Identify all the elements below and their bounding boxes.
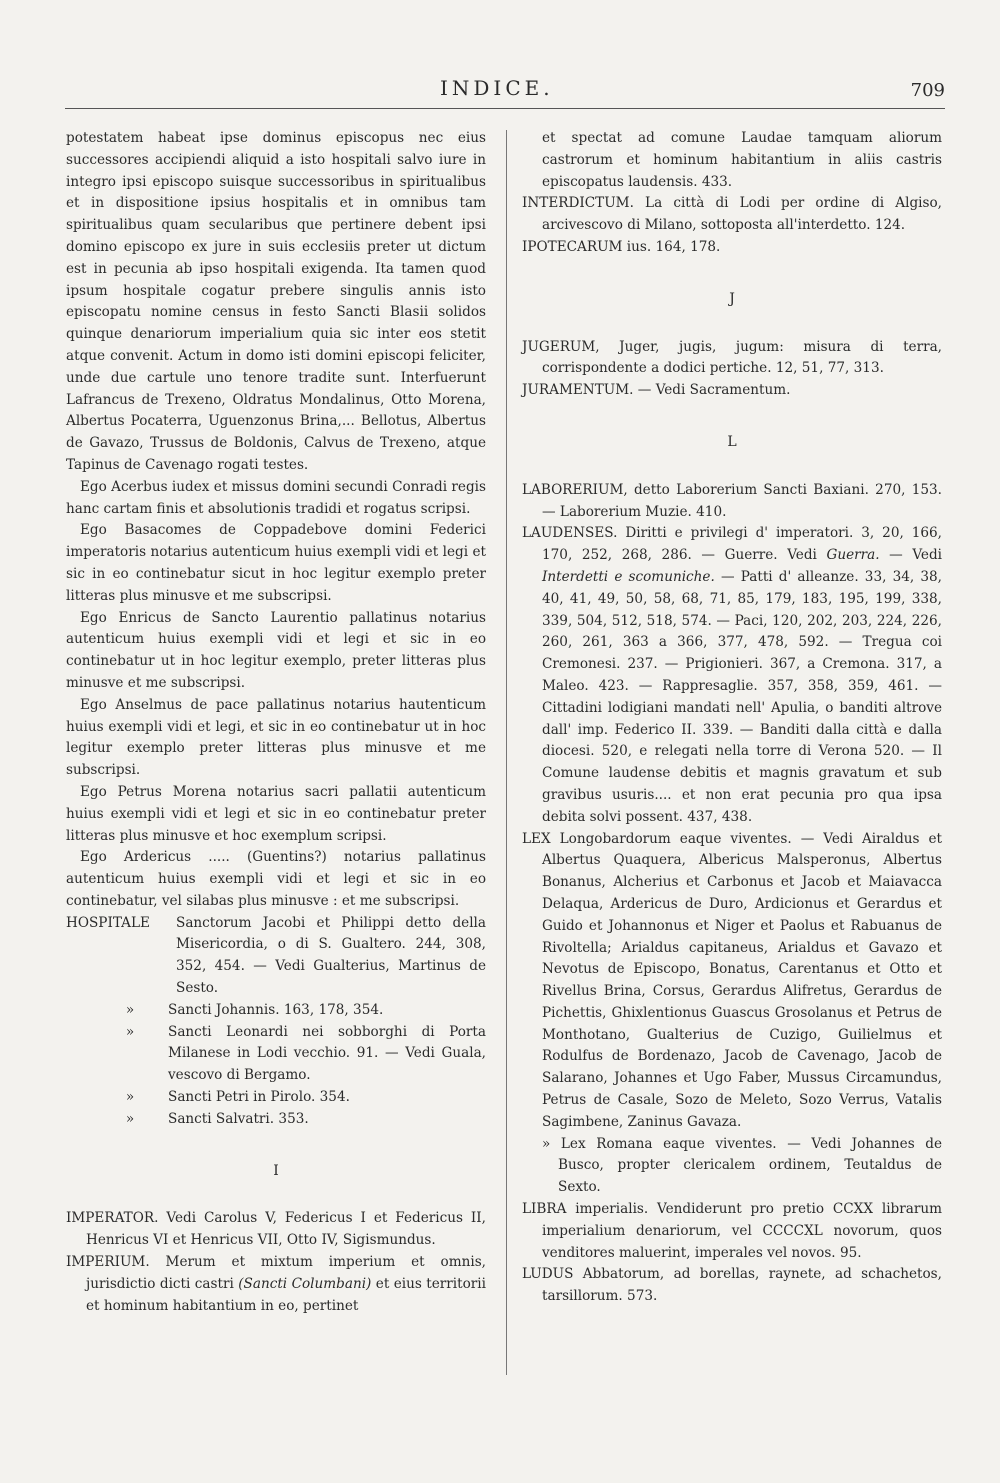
subentry-text: Sancti Petri in Pirolo. 354. (168, 1089, 350, 1106)
right-column (522, 128, 942, 1308)
index-entry-hospitale (66, 913, 486, 1000)
index-subentry (66, 1109, 486, 1131)
subentry-text: Sancti Salvatri. 353. (168, 1110, 309, 1127)
ditto-mark: » (125, 1110, 135, 1127)
document-paragraph: Ego Ardericus ..... (Guentins?) notarius pallatinus autenticum huius exempli vidi et legi et sic in eo continebatur, vel silabas plus minusve : et me subscripsi. (66, 849, 486, 909)
ditto-mark: » (125, 1001, 135, 1018)
section-letter-i: I (273, 1162, 279, 1179)
index-entry-imperator: IMPERATOR. Vedi Carolus V, Federicus I et Federicus II, Henricus VI et Henricus VII, Otto IV, Sigismundus. (66, 1210, 486, 1249)
section-letter-l: L (727, 433, 737, 450)
index-subentry (66, 1000, 486, 1022)
section-letter-j: J (729, 290, 735, 307)
page-title: INDICE. (440, 76, 554, 100)
ditto-mark: » (125, 1089, 135, 1106)
left-column (66, 128, 486, 1317)
entry-text: — Patti d' alleanze. 33, 34, 38, 40, 41, 49, 50, 58, 68, 71, 85, 179, 183, 195, 199, 338, 339, 504, 512, 518, 574. — Paci, 120, 202, 203, 224, 226, 260, 261, 363 a 366, 377, 478, 592. — Tregua coi Cremonesi. 237. — Prigionieri. 367, a Cremona. 317, a Maleo. 423. — Rappresaglie. 357, 358, 359, 461. — Cittadini lodigiani mandati nell' Apulia, o banditi altrove dall' imp. Federico II. 339. — Banditi dalla città e dalla diocesi. 520, e relegati nella torre di Verona 520. — Il Comune laudense debitis et magnis gravatum et sub gravibus usuris.... et non erat pecunia pro qua ipsa debita solvi possent. 437, 438. (542, 568, 943, 825)
index-entry-ludus: LUDUS Abbatorum, ad borellas, raynete, ad schachetos, tarsillorum. 573. (522, 1266, 942, 1305)
entry-text: et eius territorii et hominum habitantium in eo, pertinet (86, 1275, 486, 1314)
document-paragraph: Ego Basacomes de Coppadebove domini Federici imperatoris notarius autenticum huius exempli vidi et legi et sic in eo continebatur sicut in hoc legitur exemplo preter litteras plus minusve et me subscripsi. (66, 522, 486, 604)
entry-text: LAUDENSES. Diritti e privilegi d' imperatori. 3, 20, 166, 170, 252, 268, 286. — Guerre. Vedi (522, 525, 942, 564)
entry-italic: Guerra. (826, 547, 880, 564)
index-subentry (66, 1022, 486, 1087)
continued-entry: et spectat ad comune Laudae tamquam aliorum castrorum et hominum habitantium in aliis castris episcopatus laudensis. 433. (542, 130, 942, 190)
document-paragraph: Ego Petrus Morena notarius sacri pallatii autenticum huius exempli vidi et legi et sic in eo continebatur preter litteras plus minusve et hoc exemplum scripsi. (66, 783, 486, 844)
entry-text: — Vedi (889, 547, 942, 564)
document-paragraph: Ego Anselmus de pace pallatinus notarius hautenticum huius exempli vidi et legi, et sic in eo continebatur ut in hoc legitur exemplo preter litteras plus minusve et me subscripsi. (66, 696, 486, 779)
header-rule (65, 108, 945, 109)
entry-headword: HOSPITALE (66, 914, 150, 931)
entry-italic: Interdetti e scomuniche. (542, 568, 715, 585)
entry-italic: (Sancti Columbani) (238, 1275, 372, 1292)
ditto-mark: » (125, 1023, 135, 1040)
index-entry-juramentum: JURAMENTUM. — Vedi Sacramentum. (522, 382, 791, 399)
index-entry-libra: LIBRA imperialis. Vendiderunt pro pretio CCXX librarum imperialium denariorum, vel CCCCXL novorum, quos venditores maluerint, imperales vel novos. 95. (522, 1201, 942, 1261)
index-entry-jugerum: JUGERUM, Juger, jugis, jugum: misura di terra, corrispondente a dodici pertiche. 12, 51, 77, 313. (522, 338, 942, 377)
index-entry-ipotecarum: IPOTECARUM ius. 164, 178. (522, 238, 721, 255)
index-entry-interdictum: INTERDICTUM. La città di Lodi per ordine di Algiso, arcivescovo di Milano, sottoposta all'interdetto. 124. (522, 195, 942, 234)
index-entry-laudenses (522, 523, 942, 828)
document-paragraph: potestatem habeat ipse dominus episcopus nec eius successores accipiendi aliquid a isto hospitali salvo iure in integro ipsi episcopo suisque successoribus in spiritualibus et in dispositione ipsius hospitalis et in omnibus tam spiritualibus quam secularibus que pertinere debent ipsi domino episcopo ex jure in suis ecclesiis preter ut dictum est in pecunia ab ipso hospitali exigenda. Ita tamen quod ipsum hospitale cogatur prebere singulis annis isto episcopatu nomine census in festo Sancti Blasii solidos quinque denariorum imperialium quia sic inter eos stetit atque convenit. Actum in domo isti domini episcopi feliciter, unde due cartule uno tenore tradite sunt. Interfuerunt Lafrancus de Trexeno, Oldratus Mondalinus, Otto Morena, Albertus Pocaterra, Uguenzonus Brina,... Bellotus, Albertus de Gavazo, Trussus de Boldonis, Calvus de Trexeno, atque Tapinus de Cavenago rogati testes. (66, 130, 486, 473)
index-entry-imperium (66, 1252, 486, 1317)
index-subentry (66, 1087, 486, 1109)
document-paragraph: Ego Acerbus iudex et missus domini secundi Conradi regis hanc cartam finis et absolutionis tradidi et rogatus scripsi. (66, 478, 486, 517)
page-number: 709 (910, 80, 945, 101)
column-divider (506, 130, 507, 1375)
entry-text: Sanctorum Jacobi et Philippi detto della Misericordia, o di S. Gualtero. 244, 308, 352, 454. — Vedi Gualterius, Martinus de Sesto. (176, 914, 486, 997)
subentry-text: Sancti Leonardi nei sobborghi di Porta Milanese in Lodi vecchio. 91. — Vedi Guala, vescovo di Bergamo. (168, 1023, 486, 1084)
index-entry-laborerium: LABORERIUM, detto Laborerium Sancti Baxiani. 270, 153. — Laborerium Muzie. 410. (522, 481, 942, 520)
index-entry-lex: LEX Longobardorum eaque viventes. — Vedi Airaldus et Albertus Quaquera, Albericus Malsperonus, Albertus Bonanus, Alcherius et Carbonus et Jacob et Maiavacca Delaqua, Ardericus de Duro, Ardicionus et Gerardus et Guido et Johannonus et Niger et Paolus et Rabuanus de Rivoltella; Arialdus capitaneus, Arialdus et Gavazo et Nevotus de Episcopo, Bonatus, Carentanus et Otto et Rivellus Brina, Corsus, Gerardus Alifretus, Gerardus de Pichettis, Ghixlentionus Guascus Grosolanus et Petrus de Monthotano, Gualterius de Cuzigo, Guilielmus et Rodulfus de Bordenazo, Jacob de Cavenago, Jacob de Salarano, Johannes et Ugo Faber, Mussus Circamundus, Petrus de Casale, Sozo de Meleto, Sozo Verrus, Vatalis Sagimbene, Zaninus Gavaza. (522, 830, 942, 1130)
subentry-text: Sancti Johannis. 163, 178, 354. (168, 1001, 384, 1018)
document-paragraph: Ego Enricus de Sancto Laurentio pallatinus notarius autenticum huius exempli vidi et legi et sic in eo continebatur ut in hoc legitur exemplo, preter litteras plus minusve et me subscripsi. (66, 609, 486, 691)
index-subentry-lex-romana: » Lex Romana eaque viventes. — Vedi Johannes de Busco, propter clericalem ordinem, Teutaldus de Sexto. (542, 1135, 942, 1196)
running-header (0, 70, 1000, 110)
entry-text: IMPERIUM. Merum et mixtum imperium et omnis, jurisdictio dicti castri (66, 1254, 486, 1292)
